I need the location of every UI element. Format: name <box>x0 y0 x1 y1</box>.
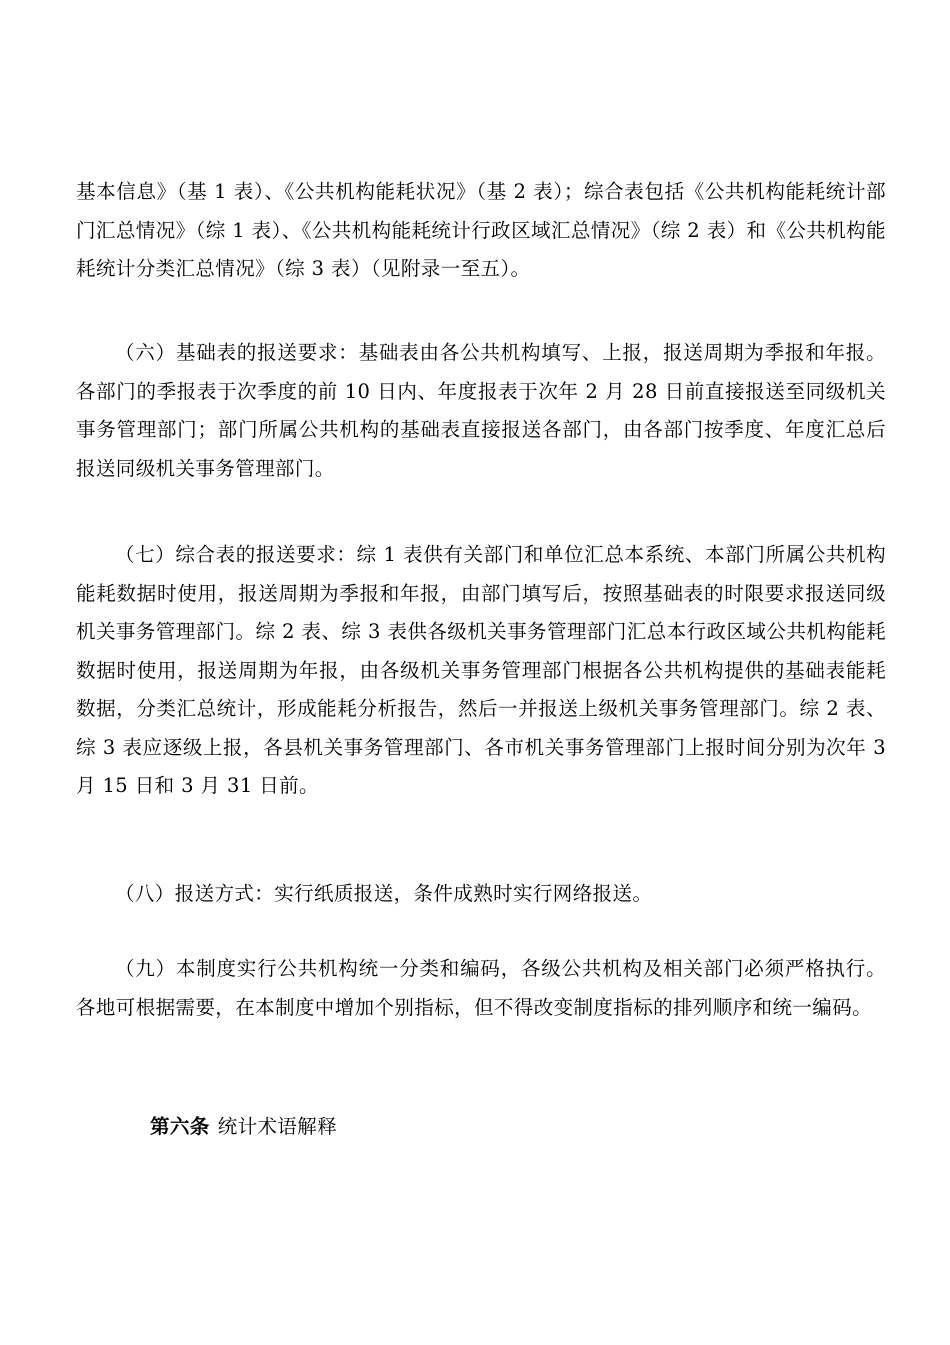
paragraph-summary-form-requirements: （七）综合表的报送要求：综 1 表供有关部门和单位汇总本系统、本部门所属公共机构能耗数据时使用，报送周期为季报和年报，由部门填写后，按照基础表的时限要求报送同级机关事务管理部门。综 2 表、综 3 表供各级机关事务管理部门汇总本行政区域公共机构能耗数据时使用，报送周期为年报，由各级机关事务管理部门根据各公共机构提供的基础表能耗数据，分类汇总统计，形成能耗分析报告，然后一并报送上级机关事务管理部门。综 2 表、综 3 表应逐级上报，各县机关事务管理部门、各市机关事务管理部门上报时间分别为次年 3 月 15 日和 3 月 31 日前。 <box>76 543 886 797</box>
paragraph-submission-method: （八）报送方式：实行纸质报送，条件成熟时实行网络报送。 <box>115 882 653 905</box>
paragraph-classification-coding: （九）本制度实行公共机构统一分类和编码，各级公共机构及相关部门必须严格执行。各地可根据需要，在本制度中增加个别指标，但不得改变制度指标的排列顺序和统一编码。 <box>76 957 886 1019</box>
paragraph-basic-form-requirements: （六）基础表的报送要求：基础表由各公共机构填写、上报，报送周期为季报和年报。各部门的季报表于次季度的前 10 日内、年度报表于次年 2 月 28 日前直接报送至同级机关事务管理部门；部门所属公共机构的基础表直接报送各部门，由各部门按季度、年度汇总后报送同级机关事务管理部门。 <box>76 341 886 480</box>
article-heading <box>150 1108 337 1147</box>
article-title: 统计术语解释 <box>217 1115 338 1138</box>
paragraph-forms-list: 基本信息》（基 1 表）、《公共机构能耗状况》（基 2 表）；综合表包括《公共机构能耗统计部门汇总情况》（综 1 表）、《公共机构能耗统计行政区域汇总情况》（综 2 表）和《公共机构能耗统计分类汇总情况》（综 3 表）（见附录一至五）。 <box>76 180 886 280</box>
article-number: 第六条 <box>150 1115 210 1138</box>
